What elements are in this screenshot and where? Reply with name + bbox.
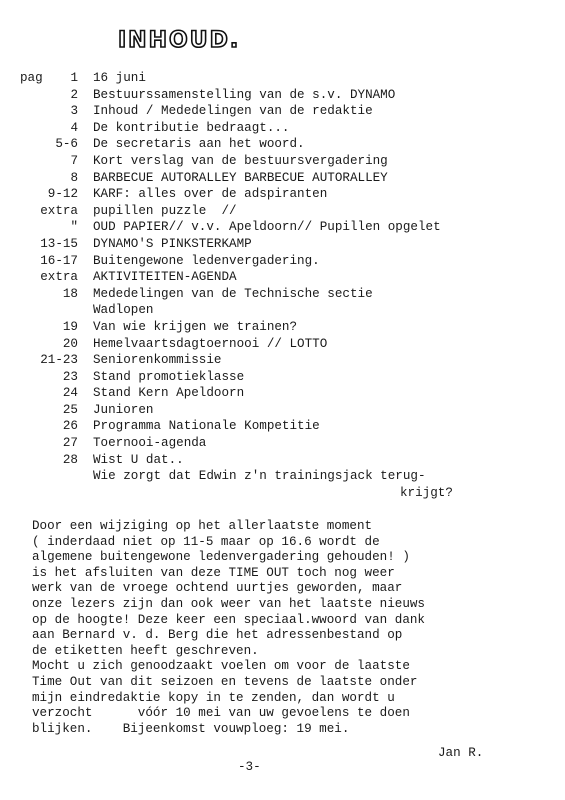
toc-row [0, 70, 565, 87]
toc-row [0, 336, 565, 353]
toc-row [0, 87, 565, 104]
toc-row [0, 236, 565, 253]
toc-row [0, 302, 565, 319]
toc-entry-title: Wadlopen [93, 303, 154, 318]
toc-page-number: 2 [70, 87, 78, 102]
toc-page-number: 13-15 [40, 236, 78, 251]
toc-entry-title: Hemelvaartsdagtoernooi // LOTTO [93, 336, 328, 351]
toc-row [0, 468, 565, 485]
body-text-line: ( inderdaad niet op 11-5 maar op 16.6 wordt de [32, 534, 380, 549]
toc-entry-title: Inhoud / Mededelingen van de redaktie [93, 104, 373, 119]
toc-row [0, 452, 565, 469]
toc-entry-title: Toernooi-agenda [93, 436, 207, 451]
body-text-line: werk van de vroege ochtend uurtjes geworden, maar [32, 581, 403, 596]
toc-entry-title: OUD PAPIER// v.v. Apeldoorn// Pupillen opgelet [93, 220, 441, 235]
toc-page-number: 3 [70, 104, 78, 119]
table-of-contents [0, 70, 565, 501]
toc-row [0, 485, 565, 502]
toc-entry-title: Stand Kern Apeldoorn [93, 386, 245, 401]
body-text-line: is het afsluiten van deze TIME OUT toch nog weer [32, 565, 395, 580]
body-text-line: de etiketten heeft geschreven. [32, 643, 259, 658]
toc-page-number: 5-6 [55, 137, 78, 152]
toc-row [0, 352, 565, 369]
toc-row [0, 136, 565, 153]
toc-row [0, 319, 565, 336]
toc-entry-title: DYNAMO'S PINKSTERKAMP [93, 236, 252, 251]
toc-entry-title: Junioren [93, 402, 154, 417]
body-text-line: onze lezers zijn dan ook weer van het laatste nieuws [32, 596, 425, 611]
page-number: -3- [238, 760, 261, 774]
toc-row [0, 103, 565, 120]
body-text-line: Mocht u zich genoodzaakt voelen om voor de laatste [32, 659, 410, 674]
toc-entry-title: Van wie krijgen we trainen? [93, 319, 298, 334]
toc-entry-title: Stand promotieklasse [93, 369, 245, 384]
toc-entry-title: Wie zorgt dat Edwin z'n trainingsjack terug- [93, 469, 426, 484]
toc-row [0, 203, 565, 220]
toc-page-number: 26 [62, 419, 78, 434]
toc-entry-title: AKTIVITEITEN-AGENDA [93, 270, 237, 285]
toc-entry-title: De kontributie bedraagt... [93, 120, 290, 135]
author-signature: Jan R. [438, 746, 484, 760]
toc-page-number: 1 [70, 71, 78, 85]
toc-prefix-label: pag [20, 71, 43, 85]
toc-row [0, 402, 565, 419]
toc-entry-title: Mededelingen van de Technische sectie [93, 286, 373, 301]
toc-entry-title: Kort verslag van de bestuursvergadering [93, 153, 388, 168]
toc-page-number: 4 [70, 120, 78, 135]
toc-row [0, 369, 565, 386]
toc-page-number: extra [40, 270, 78, 285]
toc-page-number: 24 [62, 386, 78, 401]
toc-row [0, 269, 565, 286]
toc-entry-title: BARBECUE AUTORALLEY BARBECUE AUTORALLEY [93, 170, 388, 185]
toc-entry-title: Wist U dat.. [93, 452, 184, 467]
toc-row [0, 418, 565, 435]
toc-row [0, 120, 565, 137]
toc-entry-title: 16 juni [93, 71, 146, 85]
toc-row [0, 286, 565, 303]
body-text-line: op de hoogte! Deze keer een speciaal.wwoord van dank [32, 612, 425, 627]
body-text-line: algemene buitengewone ledenvergadering gehouden! ) [32, 550, 410, 565]
toc-entry-title: De secretaris aan het woord. [93, 137, 305, 152]
body-text-line: verzocht vóór 10 mei van uw gevoelens te doen [32, 706, 410, 721]
toc-entry-title: Bestuurssamenstelling van de s.v. DYNAMO [93, 87, 396, 102]
toc-row [0, 186, 565, 203]
toc-entry-title: Buitengewone ledenvergadering. [93, 253, 320, 268]
toc-page-number: 7 [70, 153, 78, 168]
toc-page-number: 19 [62, 319, 78, 334]
toc-page-number: 20 [62, 336, 78, 351]
toc-page-number: 18 [62, 286, 78, 301]
toc-page-number: 16-17 [40, 253, 78, 268]
toc-row [0, 153, 565, 170]
toc-row [0, 435, 565, 452]
toc-page-number: 27 [62, 436, 78, 451]
editorial-note [32, 519, 552, 737]
toc-page-number: 25 [62, 402, 78, 417]
body-text-line: mijn eindredaktie kopy in te zenden, dan wordt u [32, 690, 395, 705]
toc-page-number: 9-12 [47, 187, 78, 202]
toc-page-number: extra [40, 203, 78, 218]
body-text-line: Time Out van dit seizoen en tevens de laatste onder [32, 674, 418, 689]
toc-entry-title: Programma Nationale Kompetitie [93, 419, 320, 434]
toc-row [0, 253, 565, 270]
toc-entry-title: KARF: alles over de adspiranten [93, 187, 328, 202]
toc-page-number: 8 [70, 170, 78, 185]
toc-row [0, 219, 565, 236]
toc-row [0, 170, 565, 187]
toc-row [0, 385, 565, 402]
toc-entry-title: Seniorenkommissie [93, 353, 222, 368]
toc-entry-title: pupillen puzzle // [93, 203, 237, 218]
body-text-line: blijken. Bijeenkomst vouwploeg: 19 mei. [32, 721, 350, 736]
toc-page-number: 23 [62, 369, 78, 384]
toc-page-number: 21-23 [40, 353, 78, 368]
toc-entry-continuation: krijgt? [400, 485, 453, 500]
toc-page-number: 28 [62, 452, 78, 467]
body-text-line: Door een wijziging op het allerlaatste moment [32, 519, 373, 533]
body-text-line: aan Bernard v. d. Berg die het adressenbestand op [32, 628, 403, 643]
toc-page-number: " [70, 220, 78, 235]
page-title: INHOUD. [118, 28, 241, 53]
